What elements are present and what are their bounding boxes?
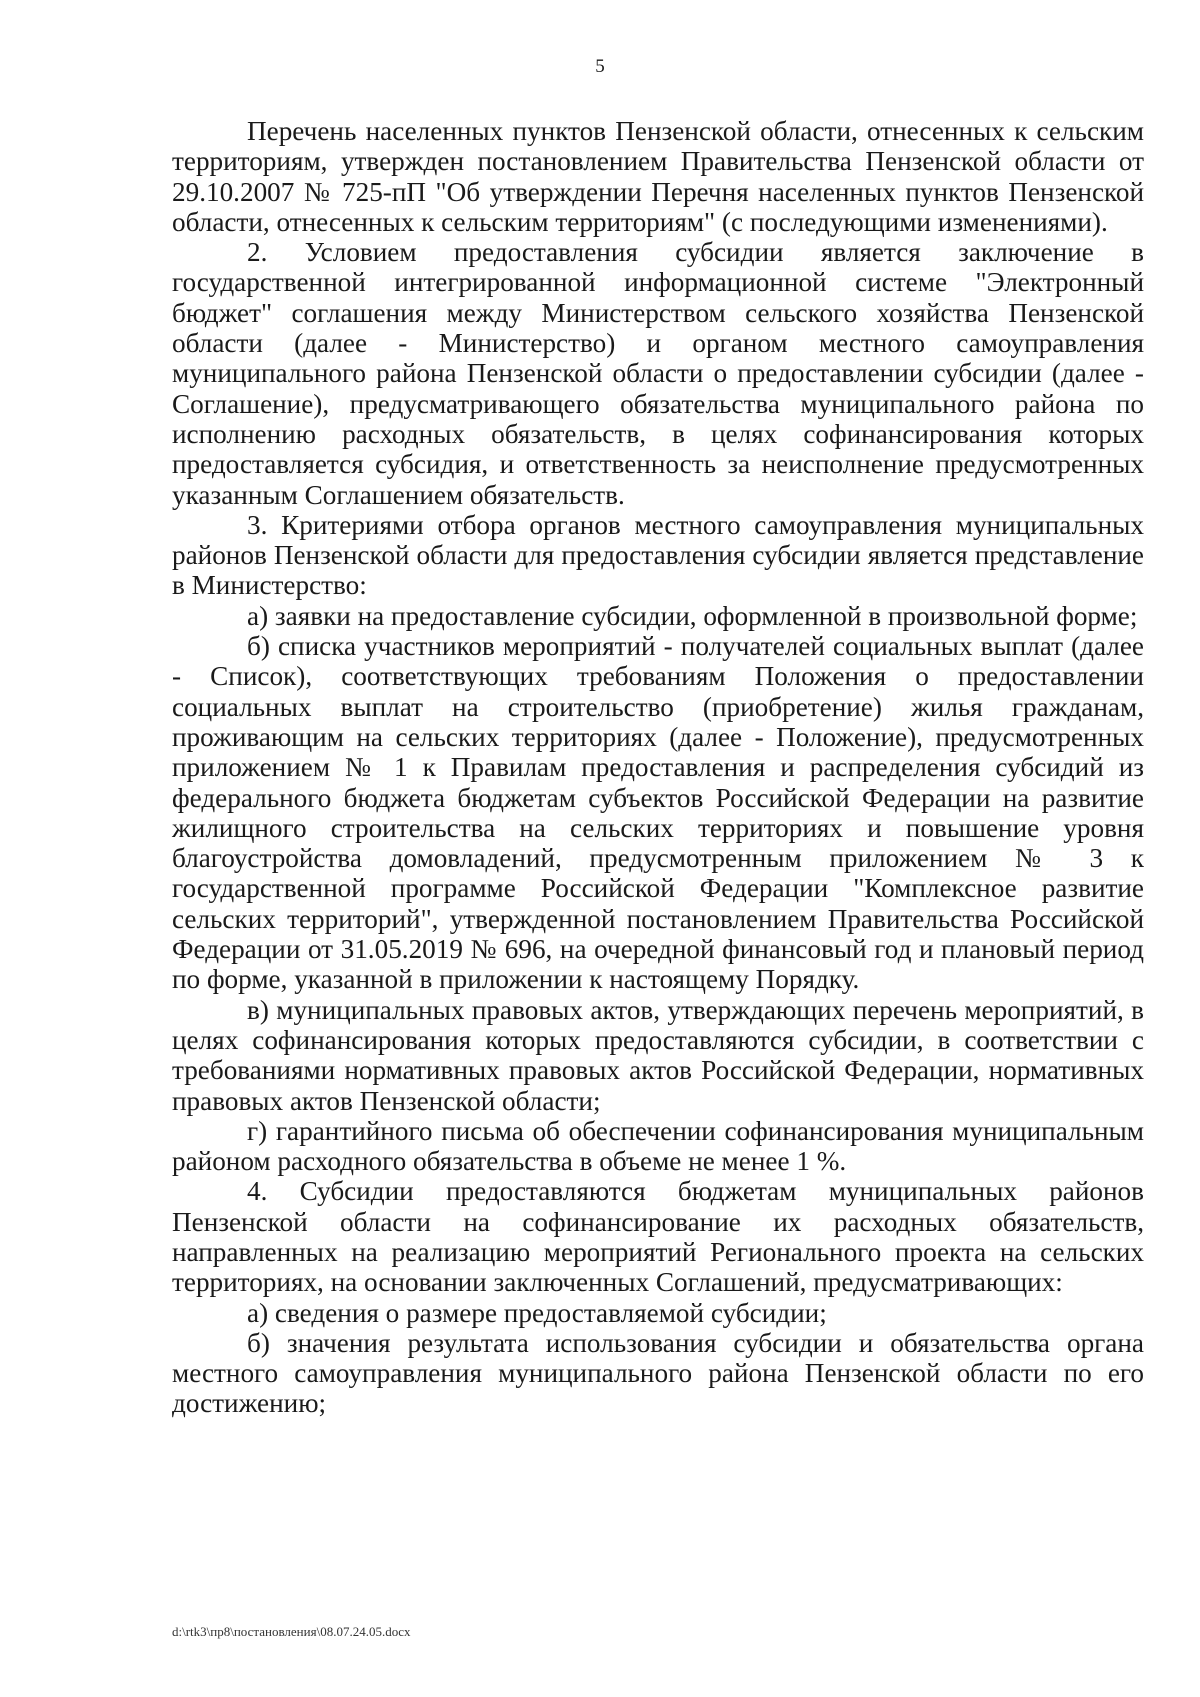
document-body <box>172 116 1144 1419</box>
paragraph-settlements-list: Перечень населенных пунктов Пензенской области, отнесенных к сельским территориям, утвержден постановлением Правительства Пензенской области от 29.10.2007 № 725-пП "Об утверждении Перечня населенных пунктов Пензенской области, отнесенных к сельским территориям" (с последующими изменениями). <box>172 116 1144 237</box>
paragraph-4a-subsidy-amount: а) сведения о размере предоставляемой субсидии; <box>247 1297 827 1328</box>
paragraph-3g-guarantee-letter: г) гарантийного письма об обеспечении софинансирования муниципальным районом расходного обязательства в объеме не менее 1 %. <box>172 1115 1144 1177</box>
paragraph-3b-participants-list: б) списка участников мероприятий - получателей социальных выплат (далее - Список), соответствующих требованиям Положения о предоставлении социальных выплат на строительство (приобретение) жилья гражданам, проживающим на сельских территориях (далее - Положение), предусмотренных приложением № 1 к Правилам предоставления и распределения субсидий из федерального бюджета бюджетам субъектов Российской Федерации на развитие жилищного строительства на сельских территориях и повышение уровня благоустройства домовладений, предусмотренным приложением № 3 к государственной программе Российской Федерации "Комплексное развитие сельских территорий", утвержденной постановлением Правительства Российской Федерации от 31.05.2019 № 696, на очередной финансовый год и плановый период по форме, указанной в приложении к настоящему Порядку. <box>172 631 1144 995</box>
paragraph-4-subsidies: 4. Субсидии предоставляются бюджетам муниципальных районов Пензенской области на софинансирование их расходных обязательств, направленных на реализацию мероприятий Регионального проекта на сельских территориях, на основании заключенных Соглашений, предусматривающих: <box>172 1176 1144 1298</box>
footer-file-path: d:\rtk3\пр8\постановления\08.07.24.05.docx <box>172 1624 411 1639</box>
paragraph-3-criteria: 3. Критериями отбора органов местного самоуправления муниципальных районов Пензенской области для предоставления субсидии является представление в Министерство: <box>172 509 1144 601</box>
page-number: 5 <box>595 56 605 77</box>
paragraph-4b-result-values: б) значения результата использования субсидии и обязательства органа местного самоуправления муниципального района Пензенской области по его достижению; <box>172 1327 1144 1419</box>
paragraph-3v-municipal-acts: в) муниципальных правовых актов, утверждающих перечень мероприятий, в целях софинансирования которых предоставляются субсидии, в соответствии с требованиями нормативных правовых актов Российской Федерации, нормативных правовых актов Пензенской области; <box>172 994 1144 1116</box>
paragraph-3a-application: а) заявки на предоставление субсидии, оформленной в произвольной форме; <box>247 600 1138 631</box>
paragraph-2-condition: 2. Условием предоставления субсидии является заключение в государственной интегрированной информационной системе "Электронный бюджет" соглашения между Министерством сельского хозяйства Пензенской области (далее - Министерство) и органом местного самоуправления муниципального района Пензенской области о предоставлении субсидии (далее - Соглашение), предусматривающего обязательства муниципального района по исполнению расходных обязательств, в целях софинансирования которых предоставляется субсидия, и ответственность за неисполнение предусмотренных указанным Соглашением обязательств. <box>172 237 1144 510</box>
